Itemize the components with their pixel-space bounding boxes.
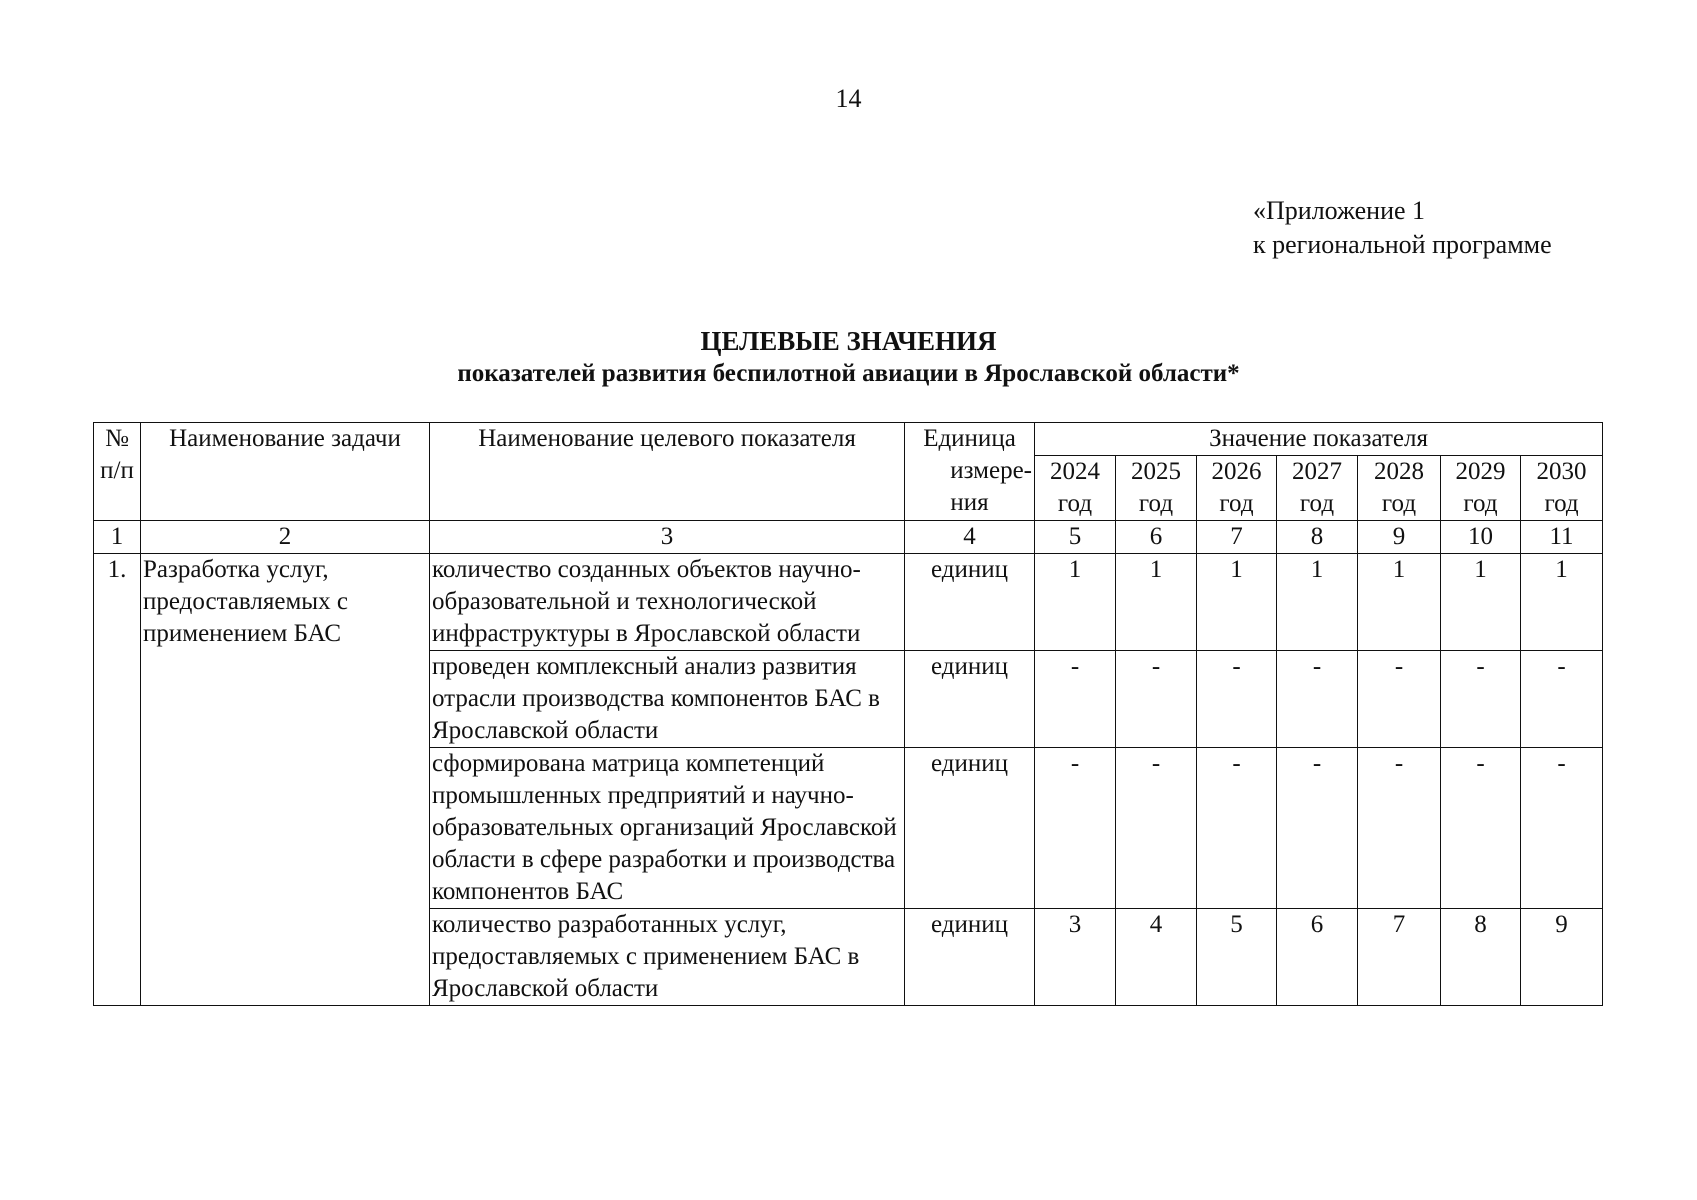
- indicator-name: количество созданных объектов научно-образовательной и технологической инфраструктуры в Ярославской области: [430, 554, 905, 651]
- column-number: 8: [1277, 521, 1358, 554]
- document-title: ЦЕЛЕВЫЕ ЗНАЧЕНИЯ: [700, 326, 997, 356]
- unit-cell: единиц: [905, 909, 1035, 1006]
- column-number: 1: [94, 521, 141, 554]
- header-unit-line-1: Единица: [923, 425, 1016, 452]
- header-num-line-2: п/п: [100, 457, 134, 484]
- header-row-1: [94, 423, 1603, 456]
- column-number: 10: [1441, 521, 1521, 554]
- task-number: 1.: [94, 554, 141, 1006]
- year-label: 2028: [1374, 458, 1424, 485]
- column-number: 2: [141, 521, 430, 554]
- value-cell: 1: [1521, 554, 1603, 651]
- value-cell: -: [1358, 651, 1441, 748]
- header-year-2026: [1197, 456, 1277, 521]
- indicator-name: сформирована матрица компетенций промышленных предприятий и научно-образовательных организаций Ярославской области в сфере разработки и производства компонентов БАС: [430, 748, 905, 909]
- value-cell: 1: [1116, 554, 1197, 651]
- value-cell: 9: [1521, 909, 1603, 1006]
- value-cell: 6: [1277, 909, 1358, 1006]
- value-cell: 1: [1358, 554, 1441, 651]
- year-label: 2025: [1131, 458, 1181, 485]
- year-suffix: год: [1138, 490, 1174, 517]
- unit-cell: единиц: [905, 748, 1035, 909]
- value-cell: -: [1197, 748, 1277, 909]
- appendix-note: [1253, 194, 1552, 262]
- header-unit-line-2: измере-: [950, 457, 1032, 484]
- year-suffix: год: [1544, 490, 1579, 517]
- year-label: 2030: [1536, 458, 1587, 485]
- indicators-table: [93, 422, 1603, 1006]
- year-suffix: год: [1381, 490, 1417, 517]
- header-year-2024: [1035, 456, 1116, 521]
- unit-cell: единиц: [905, 651, 1035, 748]
- header-unit: [905, 423, 1035, 521]
- column-number-row: [94, 521, 1603, 554]
- year-label: 2024: [1050, 458, 1100, 485]
- year-suffix: год: [1299, 490, 1335, 517]
- header-year-2029: [1441, 456, 1521, 521]
- value-cell: 4: [1116, 909, 1197, 1006]
- column-number: 9: [1358, 521, 1441, 554]
- header-num-line-1: №: [105, 425, 129, 452]
- header-year-2025: [1116, 456, 1197, 521]
- value-cell: 1: [1441, 554, 1521, 651]
- document-subtitle: показателей развития беспилотной авиации в Ярославской области*: [457, 360, 1240, 387]
- page-number: 14: [835, 84, 862, 113]
- column-number: 5: [1035, 521, 1116, 554]
- year-suffix: год: [1057, 490, 1093, 517]
- value-cell: -: [1441, 651, 1521, 748]
- value-cell: -: [1035, 651, 1116, 748]
- indicator-name: проведен комплексный анализ развития отрасли производства компонентов БАС в Ярославской области: [430, 651, 905, 748]
- header-year-2030: [1521, 456, 1603, 521]
- column-number: 3: [430, 521, 905, 554]
- year-label: 2027: [1292, 458, 1342, 485]
- column-number: 4: [905, 521, 1035, 554]
- indicator-name: количество разработанных услуг, предоставляемых с применением БАС в Ярославской области: [430, 909, 905, 1006]
- value-cell: -: [1358, 748, 1441, 909]
- year-suffix: год: [1219, 490, 1254, 517]
- table-row: [94, 554, 1603, 651]
- value-cell: 8: [1441, 909, 1521, 1006]
- value-cell: 1: [1035, 554, 1116, 651]
- header-value-group: Значение показателя: [1035, 423, 1603, 456]
- value-cell: -: [1441, 748, 1521, 909]
- year-label: 2026: [1211, 458, 1262, 485]
- value-cell: 5: [1197, 909, 1277, 1006]
- column-number: 6: [1116, 521, 1197, 554]
- year-suffix: год: [1463, 490, 1498, 517]
- header-unit-line-3: ния: [950, 489, 989, 516]
- value-cell: -: [1035, 748, 1116, 909]
- column-number: 11: [1521, 521, 1603, 554]
- value-cell: -: [1277, 748, 1358, 909]
- value-cell: 7: [1358, 909, 1441, 1006]
- value-cell: -: [1116, 651, 1197, 748]
- appendix-line-2: к региональной программе: [1253, 230, 1552, 259]
- header-task: Наименование задачи: [141, 423, 430, 521]
- value-cell: 1: [1197, 554, 1277, 651]
- value-cell: 1: [1277, 554, 1358, 651]
- value-cell: -: [1116, 748, 1197, 909]
- header-year-2027: [1277, 456, 1358, 521]
- header-year-2028: [1358, 456, 1441, 521]
- appendix-line-1: «Приложение 1: [1253, 196, 1426, 225]
- unit-cell: единиц: [905, 554, 1035, 651]
- header-indicator: Наименование целевого показателя: [430, 423, 905, 521]
- value-cell: -: [1521, 651, 1603, 748]
- column-number: 7: [1197, 521, 1277, 554]
- value-cell: -: [1197, 651, 1277, 748]
- task-name: Разработка услуг, предоставляемых с применением БАС: [141, 554, 430, 1006]
- value-cell: -: [1277, 651, 1358, 748]
- header-num: [94, 423, 141, 521]
- value-cell: 3: [1035, 909, 1116, 1006]
- value-cell: -: [1521, 748, 1603, 909]
- year-label: 2029: [1455, 458, 1506, 485]
